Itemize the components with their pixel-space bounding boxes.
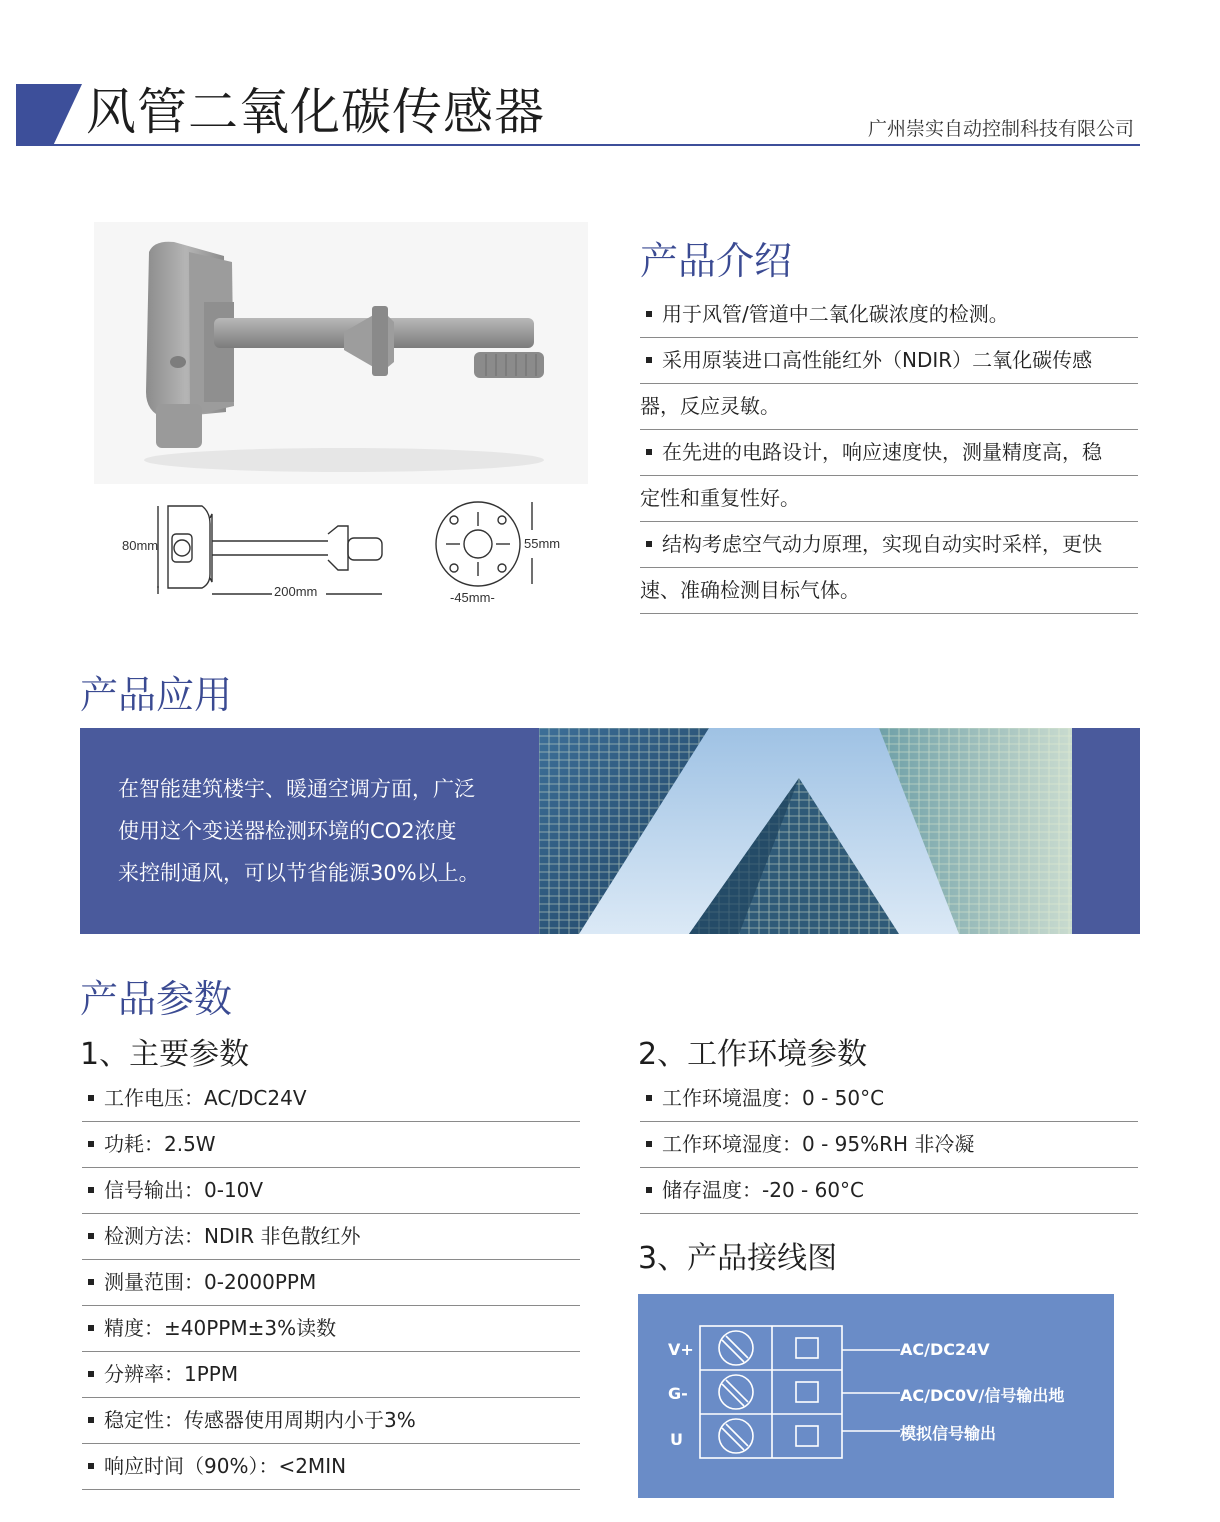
bullet-icon [88,1233,94,1239]
dim-height: 80mm [122,538,159,553]
intro-line: 速、准确检测目标气体。 [640,568,1138,614]
intro-line: 用于风管/管道中二氧化碳浓度的检测。 [640,292,1138,338]
intro-line: 在先进的电路设计，响应速度快，测量精度高，稳 [640,430,1138,476]
param-item: 响应时间（90%）：<2MIN [82,1444,580,1490]
output-power: AC/DC24V [900,1340,990,1359]
intro-line: 器，反应灵敏。 [640,384,1138,430]
bullet-icon [646,449,652,455]
page-title: 风管二氧化碳传感器 [86,83,545,141]
dim-flange-width: -45mm- [450,590,495,605]
env-params-title: 2、工作环境参数 [638,1037,868,1072]
env-params-list [640,1076,1138,1214]
bullet-icon [646,541,652,547]
bullet-icon [88,1095,94,1101]
bullet-icon [646,357,652,363]
terminal-u: U [670,1430,683,1449]
param-item: 稳定性：传感器使用周期内小于3% [82,1398,580,1444]
intro-line: 定性和重复性好。 [640,476,1138,522]
param-item: 精度：±40PPM±3%读数 [82,1306,580,1352]
terminal-v-plus: V+ [668,1340,694,1359]
intro-line: 结构考虑空气动力原理，实现自动实时采样，更快 [640,522,1138,568]
application-title: 产品应用 [80,673,233,717]
param-item: 功耗：2.5W [82,1122,580,1168]
main-params-list [82,1076,580,1490]
intro-list [640,292,1138,614]
output-ground: AC/DC0V/信号输出地 [900,1386,1065,1405]
bullet-icon [88,1279,94,1285]
param-item: 工作环境温度：0 - 50°C [640,1076,1138,1122]
main-params-title: 1、主要参数 [80,1037,250,1072]
param-item: 检测方法：NDIR 非色散红外 [82,1214,580,1260]
terminal-g-minus: G- [668,1384,688,1403]
bullet-icon [646,311,652,317]
application-text: 在智能建筑楼宇、暖通空调方面，广泛 使用这个变送器检测环境的CO2浓度 来控制通风，可以节省能源30%以上。 [118,777,480,885]
dim-length: 200mm [274,584,318,599]
bullet-icon [88,1325,94,1331]
param-item: 分辨率：1PPM [82,1352,580,1398]
intro-line: 采用原装进口高性能红外（NDIR）二氧化碳传感 [640,338,1138,384]
header-accent [16,84,82,146]
bullet-icon [88,1371,94,1377]
header-divider [16,144,1140,146]
param-item: 测量范围：0-2000PPM [82,1260,580,1306]
output-analog: 模拟信号输出 [900,1424,997,1443]
param-item: 工作环境湿度：0 - 95%RH 非冷凝 [640,1122,1138,1168]
bullet-icon [646,1141,652,1147]
bullet-icon [646,1095,652,1101]
wiring-title: 3、产品接线图 [638,1241,838,1276]
product-photo [94,222,588,484]
bullet-icon [88,1187,94,1193]
bullet-icon [646,1187,652,1193]
params-title: 产品参数 [80,977,233,1021]
buildings-photo [539,728,1072,934]
dimension-drawing [94,494,588,610]
intro-title: 产品介绍 [640,239,793,283]
param-item: 储存温度：-20 - 60°C [640,1168,1138,1214]
bullet-icon [88,1463,94,1469]
wiring-diagram [638,1294,1114,1498]
param-item: 工作电压：AC/DC24V [82,1076,580,1122]
param-item: 信号输出：0-10V [82,1168,580,1214]
dim-flange-height: 55mm [524,536,561,551]
company-name: 广州崇实自动控制科技有限公司 [867,118,1134,140]
bullet-icon [88,1417,94,1423]
bullet-icon [88,1141,94,1147]
